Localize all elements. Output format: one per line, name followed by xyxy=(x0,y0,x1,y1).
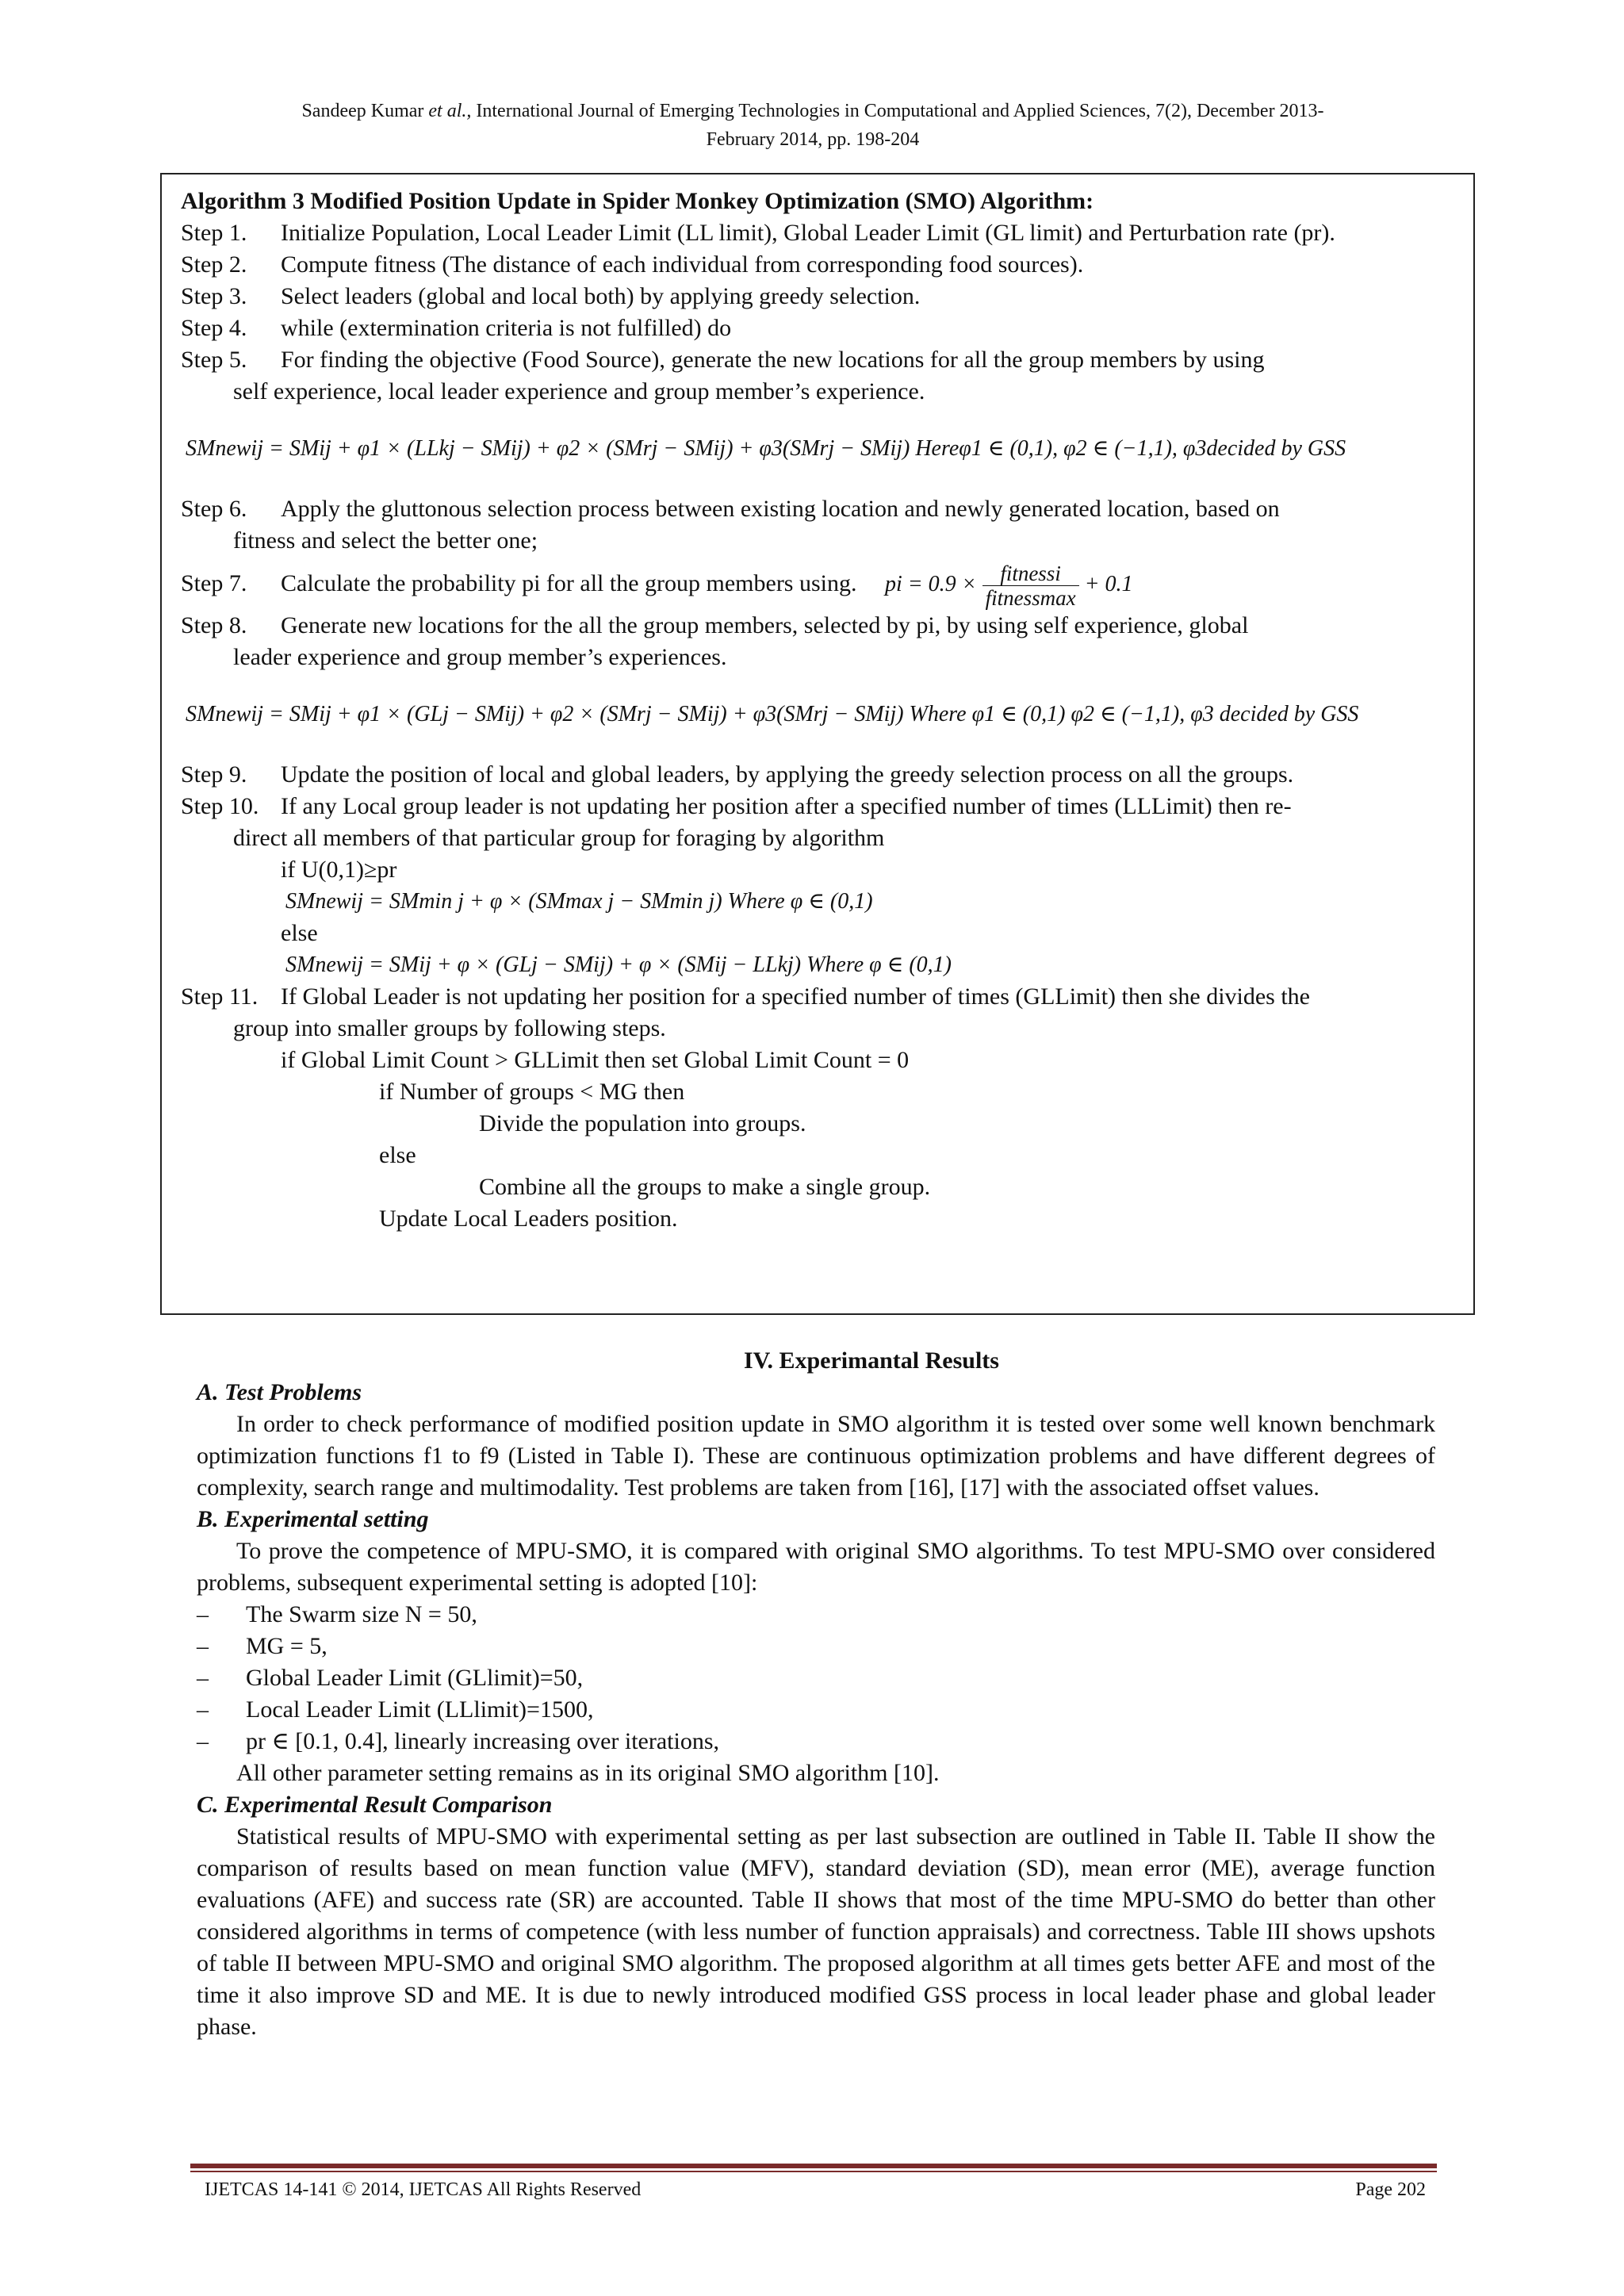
step-5-continued: self experience, local leader experience and group member’s experience. xyxy=(233,378,925,404)
header-line-1 xyxy=(159,97,1467,125)
header-etal: et al., xyxy=(428,101,472,121)
header-journal-2: February 2014, pp. 198-204 xyxy=(706,129,920,150)
footer-copyright: IJETCAS 14-141 © 2014, IJETCAS All Rights Reserved xyxy=(205,2179,642,2200)
step-5: Step 5. For finding the objective (Food Source), generate the new locations for all the group members by using xyxy=(181,347,1265,373)
subsection-a-title: A. Test Problems xyxy=(197,1379,362,1405)
setting-item: – MG = 5, xyxy=(197,1633,327,1659)
step-3: Step 3. Select leaders (global and local both) by applying greedy selection. xyxy=(181,283,921,309)
setting-item: – The Swarm size N = 50, xyxy=(197,1601,477,1627)
step-6-continued: fitness and select the better one; xyxy=(233,527,538,554)
page-number: Page 202 xyxy=(1355,2179,1426,2200)
equation-perturb-min-max: SMnewij = SMmin j + φ × (SMmax j − SMmin j) Where φ ∈ (0,1) xyxy=(285,889,873,914)
step-8: Step 8. Generate new locations for the all the group members, selected by pi, by using self experience, global xyxy=(181,612,1249,638)
step-1: Step 1. Initialize Population, Local Leader Limit (LL limit), Global Leader Limit (GL limit) and Perturbation rate (pr). xyxy=(181,220,1335,246)
setting-item: – Global Leader Limit (GLlimit)=50, xyxy=(197,1665,584,1691)
header-journal-1: International Journal of Emerging Technologies in Computational and Applied Sciences, 7(2), December 2013- xyxy=(476,101,1324,121)
subsection-b-title: B. Experimental setting xyxy=(197,1506,429,1532)
step-11-continued: group into smaller groups by following steps. xyxy=(233,1015,666,1041)
step-7: Step 7. Calculate the probability pi for all the group members using. pi = 0.9 × $\frac{\text{fitnessi}}{\text{fitnessmax}}$ + 0.1 xyxy=(181,562,1133,610)
section-title: IV. Experimantal Results xyxy=(744,1347,999,1374)
step-11-line-2: if Number of groups < MG then xyxy=(379,1079,685,1105)
footer-rule-thin xyxy=(190,2171,1437,2172)
step-11-line-5: Combine all the groups to make a single group. xyxy=(479,1174,931,1200)
step-4: Step 4. while (extermination criteria is not fulfilled) do xyxy=(181,315,732,341)
running-header xyxy=(159,97,1467,154)
equation-local-leader-phase: SMnewij = SMij + φ1 × (LLkj − SMij) + φ2 × (SMrj − SMij) + φ3(SMrj − SMij) Hereφ1 ∈ (0,1), φ2 ∈ (−1,1), φ3decided by GSS xyxy=(186,436,1346,461)
subsection-c-title: C. Experimental Result Comparison xyxy=(197,1792,553,1818)
step-2: Step 2. Compute fitness (The distance of each individual from corresponding food sources). xyxy=(181,251,1084,278)
page-footer xyxy=(205,2176,1426,2203)
step-10-continued: direct all members of that particular group for foraging by algorithm xyxy=(233,825,885,851)
subsection-a-paragraph: In order to check performance of modified position update in SMO algorithm it is tested over some well known benchmark optimization functions f1 to f9 (Listed in Table I). These are continuous optimization problems and have different degrees of complexity, search range and multimodality. Test problems are taken from [16], [17] with the associated offset values. xyxy=(197,1411,1435,1501)
footer-rule-thick xyxy=(190,2164,1437,2168)
step-11-line-6: Update Local Leaders position. xyxy=(379,1205,678,1232)
probability-equation: pi = 0.9 × $\frac{\text{fitnessi}}{\text{fitnessmax}}$ + 0.1 xyxy=(885,562,1133,610)
algorithm-content xyxy=(181,186,1457,1235)
else-line-1: else xyxy=(281,920,318,946)
section-experimental-results xyxy=(197,1345,1435,2043)
header-author: Sandeep Kumar xyxy=(301,101,424,121)
step-11-line-3: Divide the population into groups. xyxy=(479,1110,806,1137)
algorithm-title: Algorithm 3 Modified Position Update in Spider Monkey Optimization (SMO) Algorithm: xyxy=(181,188,1094,214)
algorithm-box xyxy=(160,173,1475,1315)
step-8-continued: leader experience and group member’s experiences. xyxy=(233,644,727,670)
step-10: Step 10. If any Local group leader is not updating her position after a specified number of times (LLLimit) then re- xyxy=(181,793,1292,819)
subsection-b-closing: All other parameter setting remains as in its original SMO algorithm [10]. xyxy=(236,1760,940,1786)
step-11-line-1: if Global Limit Count > GLLimit then set Global Limit Count = 0 xyxy=(281,1047,910,1073)
equation-perturb-leaders: SMnewij = SMij + φ × (GLj − SMij) + φ × (SMij − LLkj) Where φ ∈ (0,1) xyxy=(285,953,952,977)
setting-item: – pr ∈ [0.1, 0.4], linearly increasing over iterations, xyxy=(197,1728,720,1754)
step-11: Step 11. If Global Leader is not updating her position for a specified number of times (GLLimit) then she divides the xyxy=(181,983,1310,1010)
step-9: Step 9. Update the position of local and global leaders, by applying the greedy selection process on all the groups. xyxy=(181,761,1294,788)
subsection-b-paragraph: To prove the competence of MPU-SMO, it is compared with original SMO algorithms. To test MPU-SMO over considered problems, subsequent experimental setting is adopted [10]: xyxy=(197,1538,1435,1596)
setting-item: – Local Leader Limit (LLlimit)=1500, xyxy=(197,1696,594,1723)
subsection-c-paragraph: Statistical results of MPU-SMO with experimental setting as per last subsection are outlined in Table II. Table II show the comparison of results based on mean function value (MFV), standard deviation (SD), mean error (ME), average function evaluations (AFE) and success rate (SR) are accounted. Table II shows that most of the time MPU-SMO do better than other considered algorithms in terms of competence (with less number of function appraisals) and correctness. Table III shows upshots of table II between MPU-SMO and original SMO algorithm. The proposed algorithm at all times gets better AFE and most of the time it also improve SD and ME. It is due to newly introduced modified GSS process in local leader phase and global leader phase. xyxy=(197,1823,1435,2040)
if-condition: if U(0,1)≥pr xyxy=(281,857,397,883)
step-11-line-4: else xyxy=(379,1142,416,1168)
equation-global-leader-phase: SMnewij = SMij + φ1 × (GLj − SMij) + φ2 × (SMrj − SMij) + φ3(SMrj − SMij) Where φ1 ∈ (0,1) φ2 ∈ (−1,1), φ3 decided by GSS xyxy=(186,702,1359,726)
step-6: Step 6. Apply the gluttonous selection process between existing location and newly generated location, based on xyxy=(181,496,1280,522)
